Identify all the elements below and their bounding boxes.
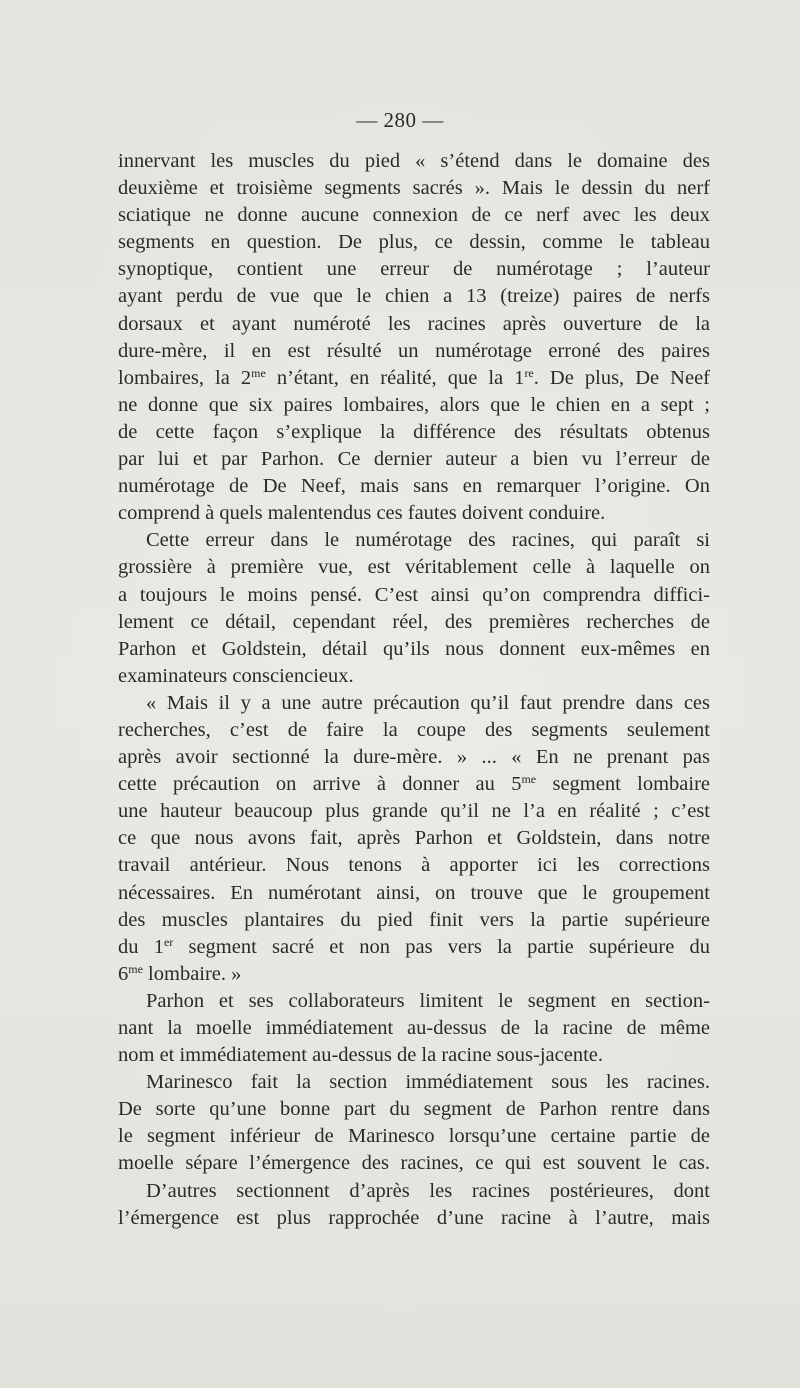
text-line: nant la moelle immédiatement au-dessus de la racine de même [118,1017,710,1039]
text-line: grossière à première vue, est véritablement celle à laquelle on [118,556,710,579]
text-line: ne donne que six paires lombaires, alors que le chien en a sept ; [118,393,710,416]
text-line: segments en question. De plus, ce dessin, comme le tableau [118,231,710,254]
text-line: numérotage de De Neef, mais sans en remarquer l’origine. On [118,475,710,498]
text-line: Parhon et Goldstein, détail qu’ils nous donnent eux-mêmes en [118,637,710,660]
text-line: De sorte qu’une bonne part du segment de Parhon rentre dans [118,1098,710,1121]
text-line: sciatique ne donne aucune connexion de ce nerf avec les deux [118,204,710,227]
text-line: une hauteur beaucoup plus grande qu’il ne l’a en réalité ; c’est [118,800,710,823]
text-line: Marinesco fait la section immédiatement sous les racines. [146,1071,710,1094]
text-line: Parhon et ses collaborateurs limitent le segment en section- [146,989,710,1012]
text-line: Cette erreur dans le numérotage des racines, qui paraît si [146,529,710,552]
text-line: dure-mère, il en est résulté un numérotage erroné des paires [118,339,710,362]
text-line: ayant perdu de vue que le chien a 13 (treize) paires de nerfs [118,285,710,308]
text-line: recherches, c’est de faire la coupe des segments seulement [118,718,710,741]
text-line: examinateurs consciencieux. [118,664,354,687]
text-line: lombaires, la $2^{me}$ n’étant, en réalité, que la 1re. De plus, De Neef [118,365,711,389]
text-line: des muscles plantaires du pied finit vers la partie supérieure [118,908,710,931]
text-line: deuxième et troisième segments sacrés ». Mais le dessin du nerf [118,177,710,200]
text-line: du 1er segment sacré et non pas vers la partie supérieure du [118,934,711,958]
text-line: « Mais il y a une autre précaution qu’il faut prendre dans ces [146,691,710,714]
text-line: D’autres sectionnent d’après les racines postérieures, dont [146,1179,710,1202]
text-line: comprend à quels malentendus ces fautes doivent conduire. [118,502,606,525]
text-line: le segment inférieur de Marinesco lorsqu’une certaine partie de [118,1125,710,1148]
text-line: lement ce détail, cependant réel, des premières recherches de [118,610,710,633]
text-line: par lui et par Parhon. Ce dernier auteur a bien vu l’erreur de [118,448,710,471]
text-line: après avoir sectionné la dure-mère. » ... « En ne prenant pas [118,746,710,769]
text-line: $6^{me}$ lombaire. » [118,961,242,985]
text-line: a toujours le moins pensé. C’est ainsi qu’on comprendra diffici- [118,583,710,606]
text-line: innervant les muscles du pied « s’étend dans le domaine des [118,150,710,172]
text-line: cette précaution on arrive à donner au $5^{me}$ segment lombaire [118,772,710,796]
text-line: de cette façon s’explique la différence des résultats obtenus [118,420,710,443]
page-number: — 280 — [356,108,444,132]
text-line: l’émergence est plus rapprochée d’une racine à l’autre, mais [118,1206,710,1229]
text-line: moelle sépare l’émergence des racines, ce qui est souvent le cas. [118,1152,710,1175]
text-line: travail antérieur. Nous tenons à apporter ici les corrections [118,854,710,877]
text-line: nécessaires. En numérotant ainsi, on trouve que le groupement [118,881,710,904]
text-line: dorsaux et ayant numéroté les racines après ouverture de la [118,312,710,335]
text-line: ce que nous avons fait, après Parhon et Goldstein, dans notre [118,827,710,850]
text-line: nom et immédiatement au-dessus de la racine sous-jacente. [118,1044,603,1067]
body-text [118,148,710,1232]
text-line: synoptique, contient une erreur de numérotage ; l’auteur [118,258,710,281]
